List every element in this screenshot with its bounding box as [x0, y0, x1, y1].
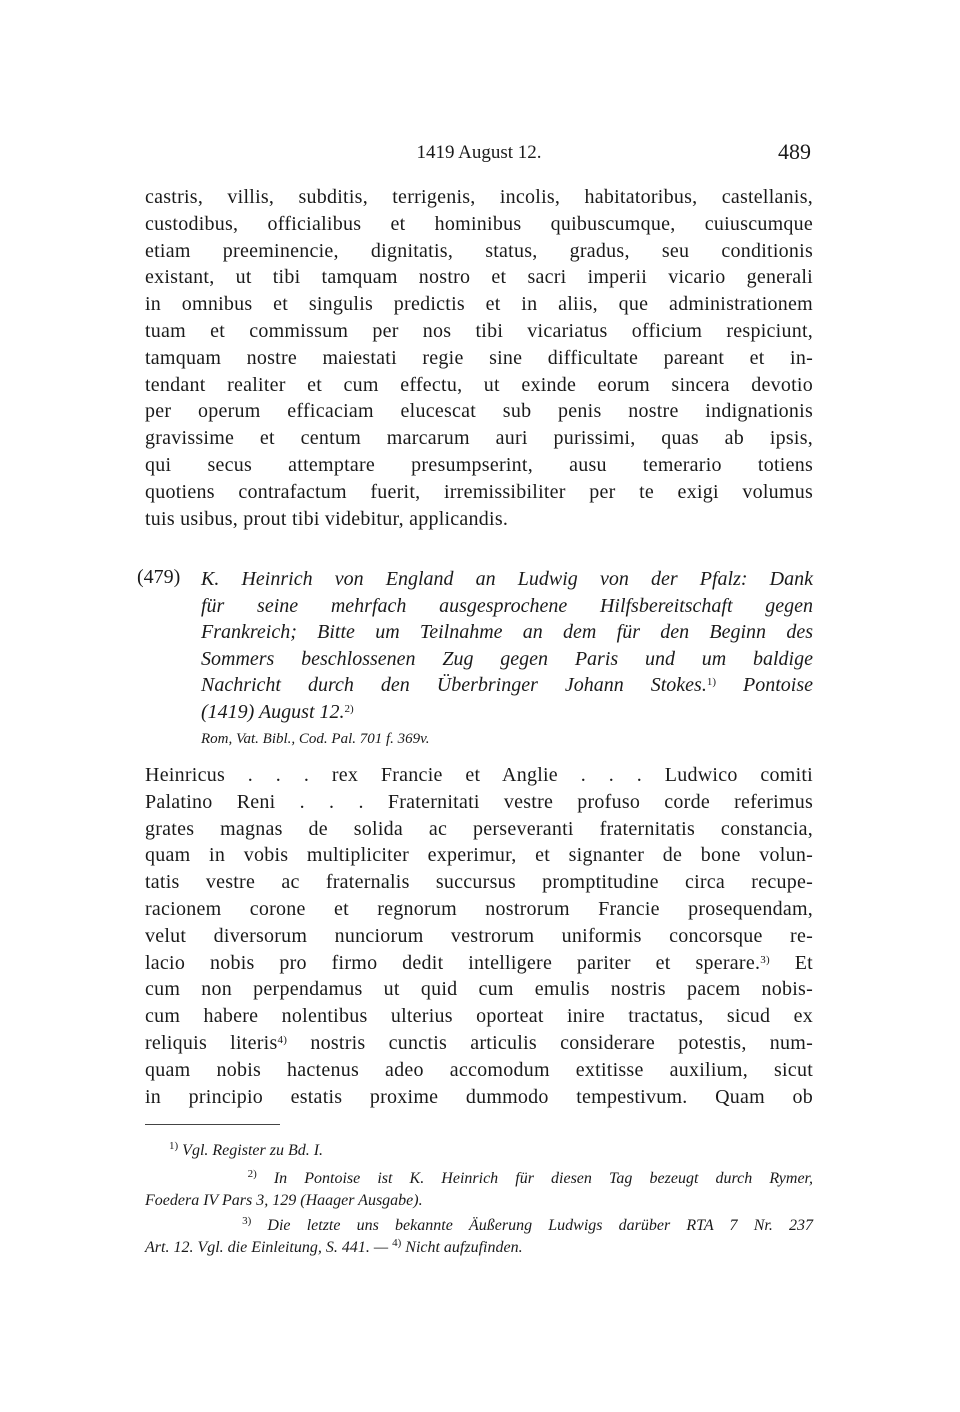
text-line: cum habere nolentibus ulterius oporteat inire tractatus, sicud ex — [145, 1005, 813, 1028]
footnote-mark: 3) — [242, 1215, 252, 1227]
text-line: tuam et commissum per nos tibi vicariatus officium respiciunt, — [145, 319, 813, 342]
paragraph-continued — [145, 184, 813, 532]
footnote-divider — [145, 1124, 280, 1125]
text-line: tamquam nostre maiestati regie sine difficultate pareant et in- — [145, 346, 813, 369]
regest-text — [201, 566, 813, 726]
text-line: existant, ut tibi tamquam nostro et sacri imperii vicario generali — [145, 266, 813, 289]
footnote-text: Art. 12. Vgl. die Einleitung, S. 441. — — [145, 1239, 389, 1256]
regest-line — [201, 672, 813, 699]
footnote-2 — [145, 1168, 813, 1212]
text-line: custodibus, officialibus et hominibus quibuscumque, cuiuscumque — [145, 212, 813, 235]
document-number: (479) — [137, 566, 181, 588]
footnote-text: In Pontoise ist K. Heinrich für diesen Tag bezeugt durch Rymer, — [273, 1170, 814, 1187]
footnote-ref: 3) — [760, 953, 770, 966]
text-line: racionem corone et regnorum nostrorum Francie prosequendam, — [145, 897, 813, 920]
text-line: quam in vobis multipliciter experimur, et signanter de bone volun- — [145, 844, 813, 867]
text-line — [145, 950, 813, 977]
text-segment: Et — [769, 951, 813, 974]
text-line: etiam preeminencie, dignitatis, status, gradus, seu conditionis — [145, 239, 813, 262]
footnote-line — [145, 1237, 813, 1259]
header-date: 1419 August 12. — [416, 142, 542, 163]
footnote-ref: 2) — [344, 702, 354, 715]
footnote-3 — [145, 1215, 813, 1259]
page-number: 489 — [778, 139, 811, 164]
text-segment: reliquis literis — [145, 1031, 278, 1054]
footnote-ref: 4) — [277, 1033, 288, 1046]
text-line: cum non perpendamus ut quid cum emulis nostris pacem nobis- — [145, 978, 813, 1001]
footnote-mark: 2) — [247, 1168, 257, 1180]
footnote-line — [145, 1215, 813, 1237]
regest-place: Pontoise — [716, 674, 814, 697]
footnote-text: Vgl. Register zu Bd. I. — [182, 1142, 324, 1159]
text-segment: nostris cunctis articulis considerare potestis, num- — [287, 1031, 813, 1054]
text-line: in principio estatis proxime dummodo tempestivum. Quam ob — [145, 1085, 813, 1108]
text-line: Heinricus . . . rex Francie et Anglie . . . Ludwico comiti — [145, 764, 813, 786]
running-header — [145, 139, 813, 170]
text-line: tuis usibus, prout tibi videbitur, applicandis. — [145, 507, 509, 530]
text-line: tendant realiter et cum effectu, ut exinde eorum sincera devotio — [145, 373, 813, 396]
regest-line: für seine mehrfach ausgesprochene Hilfsbereitschaft gegen — [201, 594, 813, 617]
text-line: Palatino Reni . . . Fraternitati vestre profuso corde referimus — [145, 790, 813, 813]
footnote-text: Die letzte uns bekannte Äußerung Ludwigs darüber RTA 7 Nr. 237 — [267, 1217, 814, 1234]
footnote-line — [145, 1140, 813, 1162]
text-line: gravissime et centum marcarum auri purissimi, quas ab ipsis, — [145, 427, 813, 450]
source-citation: Rom, Vat. Bibl., Cod. Pal. 701 f. 369v. — [201, 731, 430, 747]
footnote-1 — [145, 1140, 813, 1162]
document-text — [145, 762, 813, 1110]
regest-line: Sommers beschlossenen Zug gegen Paris und um baldige — [201, 647, 813, 670]
regest-line-text: Nachricht durch den Überbringer Johann Stokes. — [201, 674, 707, 697]
footnote-ref: 1) — [706, 676, 717, 689]
text-line: in omnibus et singulis predictis et in aliis, que administrationem — [145, 293, 813, 316]
regest-line: K. Heinrich von England an Ludwig von der Pfalz: Dank — [201, 568, 813, 590]
text-segment: lacio nobis pro firmo dedit intelligere pariter et sperare. — [145, 951, 761, 974]
regest-line — [201, 699, 813, 726]
footnote-text: Nicht aufzufinden. — [405, 1239, 523, 1256]
text-line — [145, 1030, 813, 1057]
text-line: tatis vestre ac fraternalis succursus promptitudine circa recupe- — [145, 871, 813, 894]
regest-line: Frankreich; Bitte um Teilnahme an dem für den Beginn des — [201, 621, 813, 644]
text-line: per operum efficaciam elucescat sub penis nostre indignationis — [145, 400, 813, 423]
footnote-mark: 4) — [392, 1237, 402, 1249]
footnote-line — [145, 1168, 813, 1190]
footnote-mark: 1) — [169, 1140, 179, 1152]
text-line: qui secus attemptare presumpserint, ausu temerario totiens — [145, 453, 813, 476]
text-line: grates magnas de solida ac perseveranti fraternitatis constancia, — [145, 817, 813, 840]
text-line: velut diversorum nunciorum vestrorum uniformis concorsque re- — [145, 924, 813, 947]
footnote-line: Foedera IV Pars 3, 129 (Haager Ausgabe). — [145, 1192, 423, 1209]
regest-date: (1419) August 12. — [201, 700, 345, 723]
text-line: quotiens contrafactum fuerit, irremissibiliter per te exigi volumus — [145, 480, 813, 503]
text-line: castris, villis, subditis, terrigenis, incolis, habitatoribus, castellanis, — [145, 186, 813, 208]
text-line: quam nobis hactenus adeo accomodum extitisse auxilium, sicut — [145, 1058, 813, 1081]
